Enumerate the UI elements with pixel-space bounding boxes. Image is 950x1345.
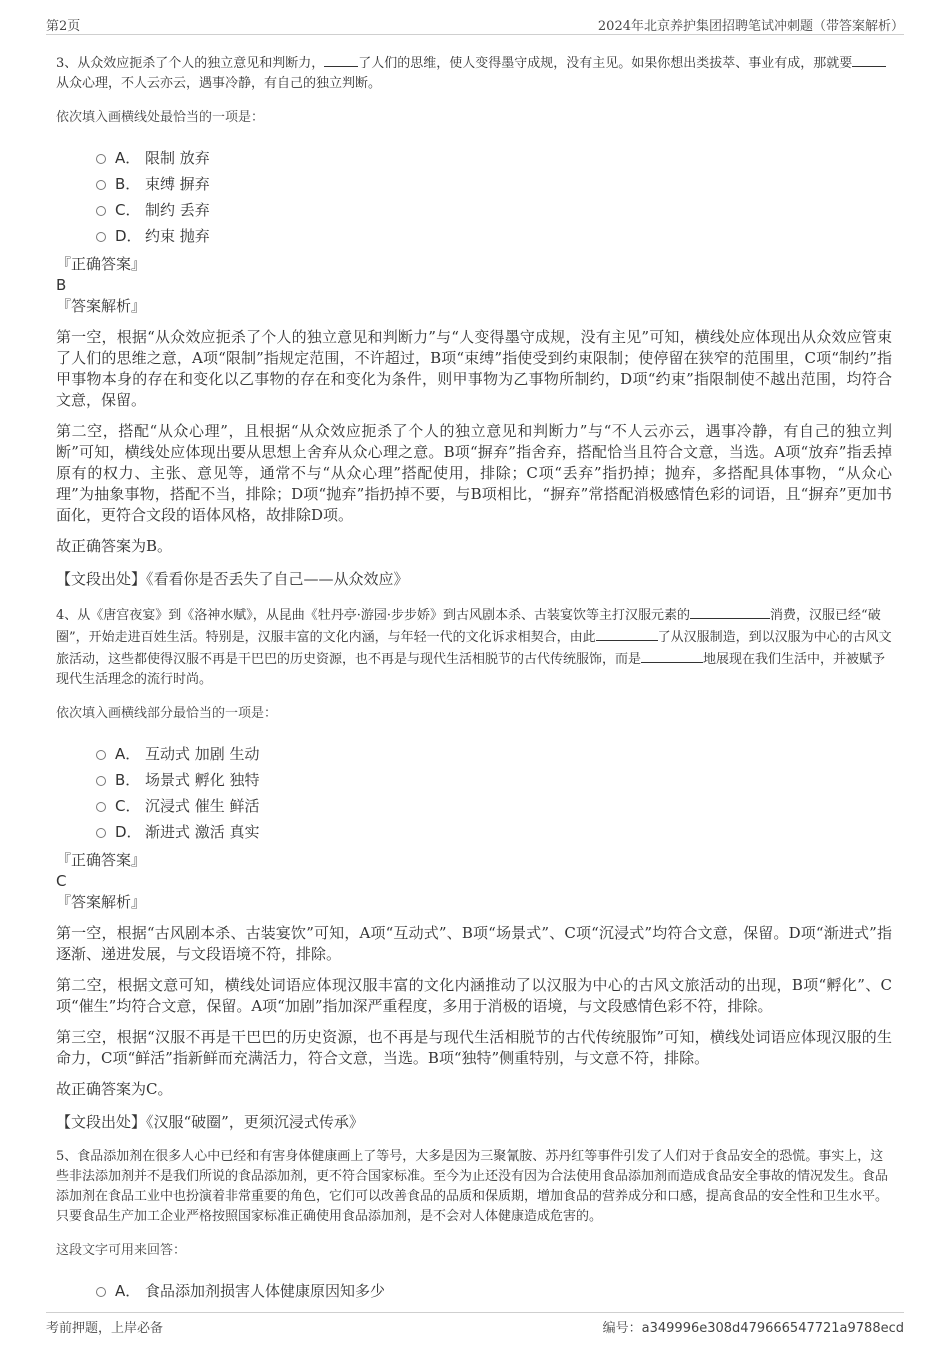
- analysis-conclusion: 故正确答案为B。: [56, 537, 173, 555]
- footer-slogan: 考前押题，上岸必备: [46, 1321, 164, 1336]
- radio-icon[interactable]: [96, 802, 106, 812]
- source-citation: 【文段出处】《汉服“破圈”，更须沉浸式传承》: [56, 1113, 364, 1131]
- question-stem: 4、从《唐宫夜宴》到《洛神水赋》，从昆曲《牡丹亭·游园·步步娇》到古风剧本杀、古装宴饮等主打汉服元素的 消费，汉服已经“破圈”，开始走进百姓生活。特别是，汉服丰富的文化内涵，与年轻一代的文化诉求相契合，由此 了从汉服制造，到以汉服为中心的古风文旅活动，这些都使得汉服不再是干巴巴的历史资源，也不再是与现代生活相脱节的古代传统服饰，而是 地展现在我们生活中，并被赋予现代生活理念的流行时尚。: [56, 604, 892, 690]
- radio-icon[interactable]: [96, 232, 106, 242]
- radio-icon[interactable]: [96, 154, 106, 164]
- analysis-label: 『答案解析』: [56, 297, 147, 315]
- radio-icon[interactable]: [96, 750, 106, 760]
- option-a[interactable]: A． 限制 放弃: [96, 144, 892, 170]
- radio-icon[interactable]: [96, 828, 106, 838]
- answer-label: 『正确答案』: [56, 851, 147, 869]
- radio-icon[interactable]: [96, 180, 106, 190]
- analysis-paragraph: 第三空，根据“汉服不再是干巴巴的历史资源，也不再是与现代生活相脱节的古代传统服饰”可知，横线处词语应体现汉服的生命力，C项“鲜活”指新鲜而充满活力，符合文意，当选。B项“独特”侧重特别，与文意不符，排除。: [56, 1028, 892, 1067]
- page-number: 第2页: [46, 19, 81, 34]
- question-4: [56, 604, 892, 1133]
- document-title: 2024年北京养护集团招聘笔试冲刺题（带答案解析）: [597, 19, 904, 34]
- analysis-label: 『答案解析』: [56, 893, 147, 911]
- analysis-conclusion: 故正确答案为C。: [56, 1080, 173, 1098]
- option-list: [96, 740, 892, 844]
- analysis-paragraph: 第二空，根据文意可知，横线处词语应体现汉服丰富的文化内涵推动了以汉服为中心的古风文旅活动的出现，B项“孵化”、C项“催生”均符合文意，保留。A项“加剧”指加深严重程度，多用于消极的语境，与文段感情色彩不符，排除。: [56, 976, 892, 1015]
- analysis-paragraph: 第一空，根据“从众效应扼杀了个人的独立意见和判断力”与“人变得墨守成规，没有主见”可知，横线处应体现出从众效应管束了人们的思维之意，A项“限制”指规定范围，不许超过，B项“束缚”指使受到约束限制；使停留在狭窄的范围里，C项“制约”指甲事物本身的存在和变化以乙事物的存在和变化为条件，则甲事物为乙事物所制约，D项“约束”指限制使不越出范围，均符合文意，保留。: [56, 328, 892, 409]
- question-5: [56, 1147, 892, 1303]
- answer-label: 『正确答案』: [56, 255, 147, 273]
- page-content: [56, 52, 892, 1303]
- radio-icon[interactable]: [96, 776, 106, 786]
- option-d[interactable]: D． 约束 抛弃: [96, 222, 892, 248]
- analysis-paragraph: 第一空，根据“古风剧本杀、古装宴饮”可知，A项“互动式”、B项“场景式”、C项“沉浸式”均符合文意，保留。D项“渐进式”指逐渐、递进发展，与文段语境不符，排除。: [56, 924, 892, 963]
- fill-blank: [690, 604, 770, 619]
- question-3: [56, 52, 892, 590]
- option-list: [96, 1277, 892, 1303]
- option-d[interactable]: D． 渐进式 激活 真实: [96, 818, 892, 844]
- answer-value: C: [56, 872, 67, 890]
- analysis-paragraph: 第二空，搭配“从众心理”，且根据“从众效应扼杀了个人的独立意见和判断力”与“不人云亦云，遇事冷静，有自己的独立判断”可知，横线处应体现出要从思想上舍弃从众心理之意。B项“摒弃”指舍弃，搭配恰当且符合文意，当选。A项“放弃”指丢掉原有的权力、主张、意见等，通常不与“从众心理”搭配使用，排除；C项“丢弃”指扔掉；抛弃，多搭配具体事物，“从众心理”为抽象事物，搭配不当，排除；D项“抛弃”指扔掉不要，与B项相比，“摒弃”常搭配消极感情色彩的词语，且“摒弃”更加书面化，更符合文段的语体风格，故排除D项。: [56, 422, 892, 524]
- radio-icon[interactable]: [96, 1287, 106, 1297]
- option-c[interactable]: C． 沉浸式 催生 鲜活: [96, 792, 892, 818]
- question-stem: 5、食品添加剂在很多人心中已经和有害身体健康画上了等号，大多是因为三聚氰胺、苏丹红等事件引发了人们对于食品安全的恐慌。事实上，这些非法添加剂并不是我们所说的食品添加剂，更不符合国家标准。至今为止还没有因为合法使用食品添加剂而造成食品安全事故的情况发生。食品添加剂在食品工业中也扮演着非常重要的角色，它们可以改善食品的品质和保质期，增加食品的营养成分和口感，提高食品的安全性和卫生水平。只要食品生产加工企业严格按照国家标准正确使用食品添加剂，是不会对人体健康造成危害的。: [56, 1149, 889, 1224]
- question-prompt: 依次填入画横线部分最恰当的一项是：: [56, 706, 278, 721]
- fill-blank: [852, 52, 886, 67]
- question-stem: 3、从众效应扼杀了个人的独立意见和判断力， 了人们的思维，使人变得墨守成规，没有主见。如果你想出类拔萃、事业有成，那就要从众心理，不人云亦云，遇事冷静，有自己的独立判断。: [56, 52, 892, 94]
- option-a[interactable]: A． 互动式 加剧 生动: [96, 740, 892, 766]
- page-footer: [46, 1312, 904, 1335]
- option-a[interactable]: A． 食品添加剂损害人体健康原因知多少: [96, 1277, 892, 1303]
- page-header: [46, 12, 904, 35]
- option-b[interactable]: B． 束缚 摒弃: [96, 170, 892, 196]
- fill-blank: [641, 648, 703, 663]
- document-id: 编号：a349996e308d479666547721a9788ecd: [602, 1321, 904, 1336]
- option-b[interactable]: B． 场景式 孵化 独特: [96, 766, 892, 792]
- radio-icon[interactable]: [96, 206, 106, 216]
- answer-value: B: [56, 276, 67, 294]
- question-prompt: 依次填入画横线处最恰当的一项是：: [56, 110, 265, 125]
- option-list: [96, 144, 892, 248]
- source-citation: 【文段出处】《看看你是否丢失了自己——从众效应》: [56, 570, 409, 588]
- fill-blank: [324, 52, 358, 67]
- question-prompt: 这段文字可用来回答：: [56, 1243, 187, 1258]
- option-c[interactable]: C． 制约 丢弃: [96, 196, 892, 222]
- fill-blank: [596, 626, 658, 641]
